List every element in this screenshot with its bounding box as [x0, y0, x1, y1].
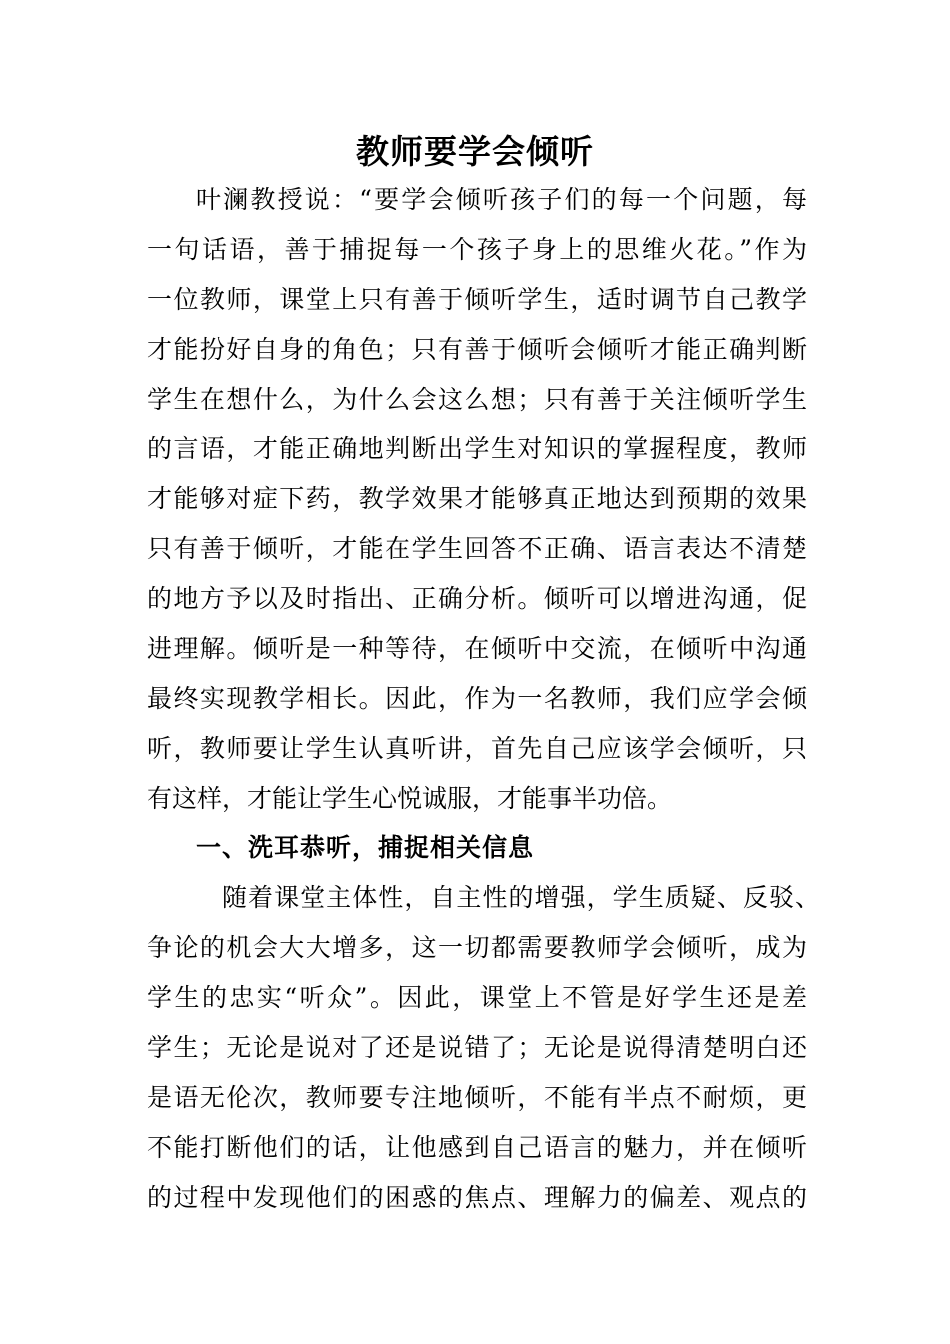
paragraph-line: 的地方予以及时指出、正确分析。倾听可以增进沟通，促: [147, 584, 807, 613]
paragraph-line: 的言语，才能正确地判断出学生对知识的掌握程度，教师: [147, 434, 807, 463]
paragraph-line: 才能扮好自身的角色；只有善于倾听会倾听才能正确判断: [147, 335, 807, 364]
paragraph-line: 学生在想什么，为什么会这么想；只有善于关注倾听学生: [147, 385, 807, 414]
paragraph-line: 只有善于倾听，才能在学生回答不正确、语言表达不清楚: [147, 534, 807, 563]
paragraph-line: 学生的忠实“听众”。因此，课堂上不管是好学生还是差: [147, 983, 807, 1012]
paragraph-line: 随着课堂主体性，自主性的增强，学生质疑、反驳、: [222, 883, 820, 912]
paragraph-line: 叶澜教授说：“要学会倾听孩子们的每一个问题，每: [196, 185, 807, 214]
section-heading: 一、洗耳恭听，捕捉相关信息: [196, 833, 535, 862]
paragraph-line: 一句话语，善于捕捉每一个孩子身上的思维火花。”作为: [147, 235, 807, 264]
paragraph-line: 听，教师要让学生认真听讲，首先自己应该学会倾听，只: [147, 734, 807, 763]
paragraph-line: 不能打断他们的话，让他感到自己语言的魅力，并在倾听: [147, 1133, 807, 1162]
paragraph-line: 学生；无论是说对了还是说错了；无论是说得清楚明白还: [147, 1033, 807, 1062]
document-title: 教师要学会倾听: [356, 132, 594, 171]
paragraph-line: 是语无伦次，教师要专注地倾听，不能有半点不耐烦，更: [147, 1083, 807, 1112]
paragraph-line: 最终实现教学相长。因此，作为一名教师，我们应学会倾: [147, 684, 807, 713]
paragraph-line: 的过程中发现他们的困惑的焦点、理解力的偏差、观点的: [147, 1183, 807, 1212]
paragraph-line: 进理解。倾听是一种等待，在倾听中交流，在倾听中沟通: [147, 634, 807, 663]
paragraph-line: 有这样，才能让学生心悦诚服，才能事半功倍。: [147, 784, 673, 813]
paragraph-line: 才能够对症下药，教学效果才能够真正地达到预期的效果: [147, 484, 807, 513]
paragraph-line: 一位教师，课堂上只有善于倾听学生，适时调节自己教学: [147, 285, 807, 314]
paragraph-line: 争论的机会大大增多，这一切都需要教师学会倾听，成为: [147, 933, 807, 962]
